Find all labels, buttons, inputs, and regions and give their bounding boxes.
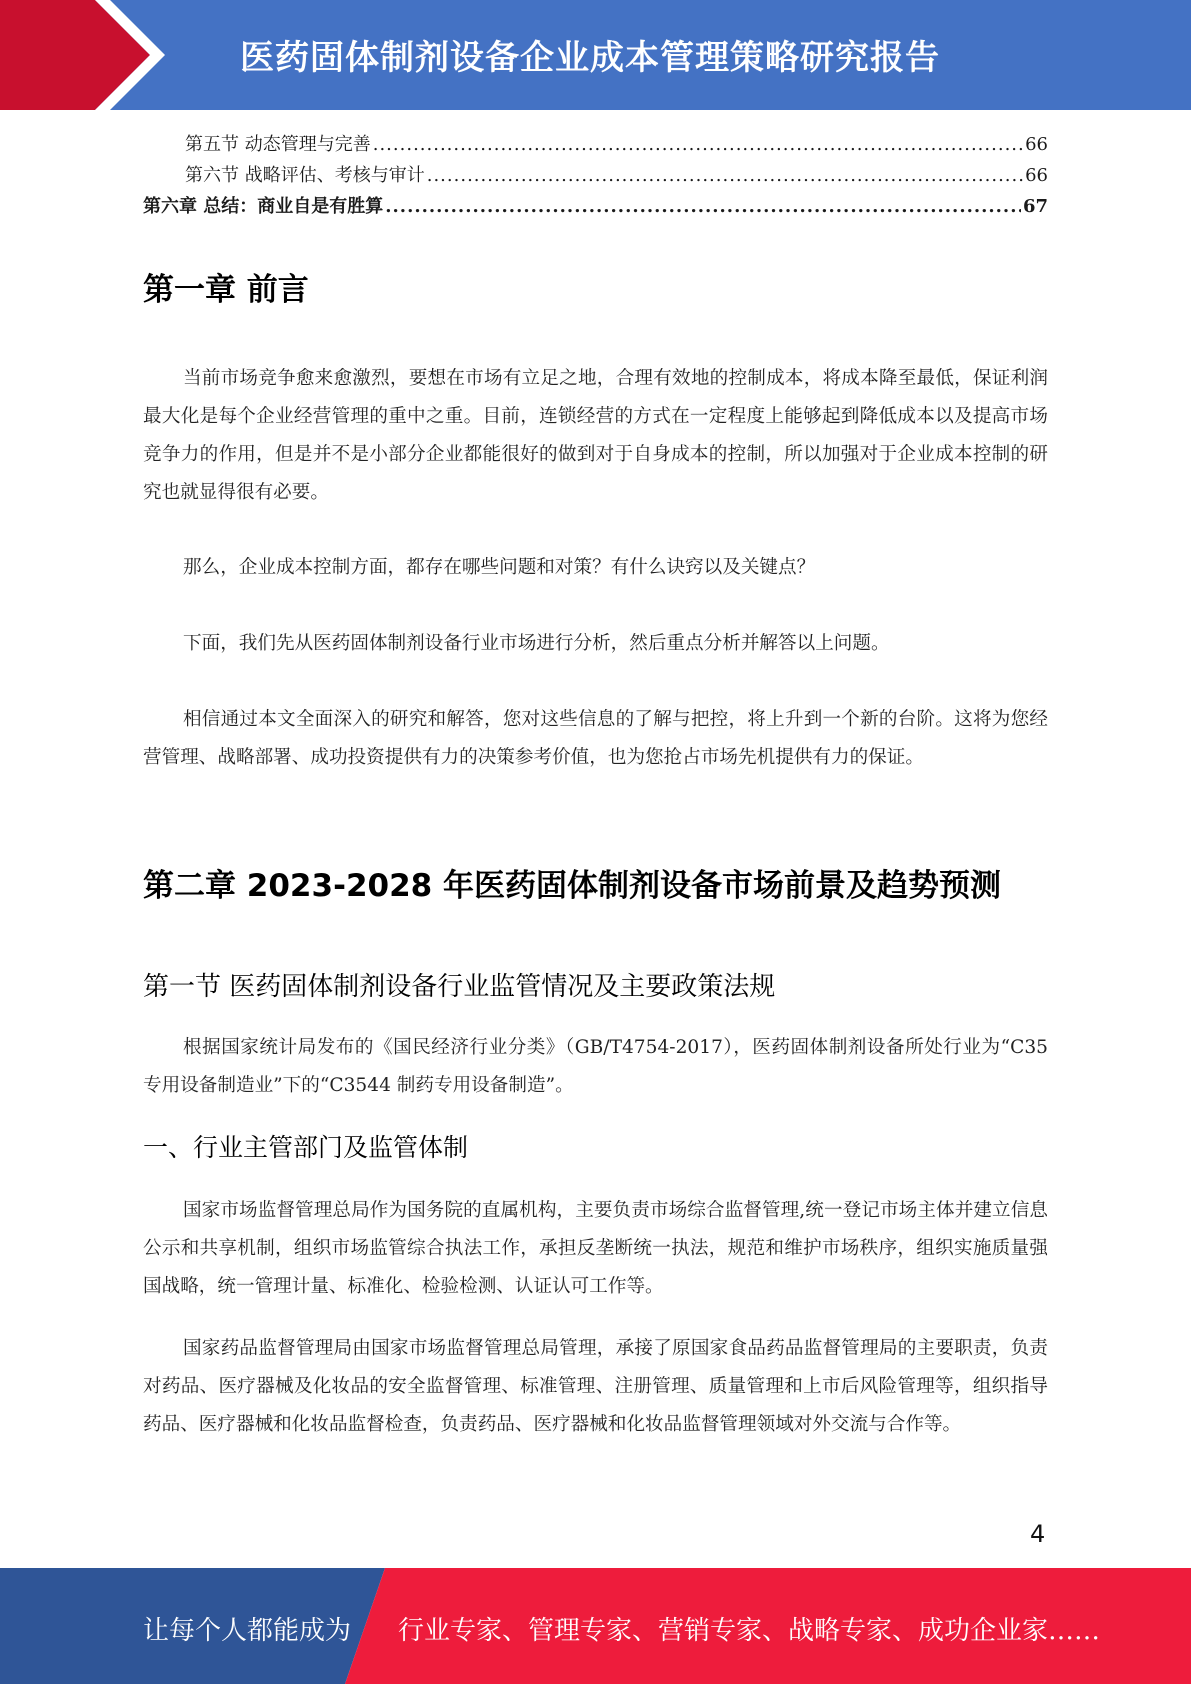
page-number: 4 [1030,1520,1046,1548]
toc-entry-label: 第六章 总结：商业自是有胜算 [143,196,384,217]
toc-entry-page: 66 [1025,134,1048,155]
paragraph: 下面，我们先从医药固体制剂设备行业市场进行分析，然后重点分析并解答以上问题。 [183,633,890,654]
toc-entry[interactable] [143,130,1048,161]
paragraph: 国家市场监督管理总局作为国务院的直属机构，主要负责市场综合监督管理,统一登记市场主体并建立信息公示和共享机制，组织市场监管综合执法工作，承担反垄断统一执法，规范和维护市场秩序，组织实施质量强国战略，统一管理计量、标准化、检验检测、认证认可工作等。 [143,1200,1048,1297]
paragraph: 相信通过本文全面深入的研究和解答，您对这些信息的了解与把控，将上升到一个新的台阶。这将为您经营管理、战略部署、成功投资提供有力的决策参考价值，也为您抢占市场先机提供有力的保证。 [143,709,1048,768]
chapter-2-heading: 第二章 2023-2028 年医药固体制剂设备市场前景及趋势预测 [143,868,1002,904]
paragraph: 那么，企业成本控制方面，都存在哪些问题和对策？有什么诀窍以及关键点？ [183,557,816,578]
paragraph: 国家药品监督管理局由国家市场监督管理总局管理，承接了原国家食品药品监督管理局的主要职责，负责对药品、医疗器械及化妆品的安全监督管理、标准管理、注册管理、质量管理和上市后风险管理等，组织指导药品、医疗器械和化妆品监督检查，负责药品、医疗器械和化妆品监督管理领域对外交流与合作等。 [143,1338,1048,1435]
toc-leader-dots [373,134,1023,155]
toc-entry-label: 第五节 动态管理与完善 [185,134,371,155]
paragraph: 当前市场竞争愈来愈激烈，要想在市场有立足之地，合理有效地的控制成本，将成本降至最低，保证利润最大化是每个企业经营管理的重中之重。目前，连锁经营的方式在一定程度上能够起到降低成本以及提高市场竞争力的作用，但是并不是小部分企业都能很好的做到对于自身成本的控制，所以加强对于企业成本控制的研究也就显得很有必要。 [143,368,1048,503]
table-of-contents [143,130,1048,223]
toc-entry-page: 67 [1022,196,1048,217]
footer-slogan-left: 让每个人都能成为 [143,1616,352,1646]
paragraph: 根据国家统计局发布的《国民经济行业分类》（GB/T4754-2017），医药固体制剂设备所处行业为“C35 专用设备制造业”下的“C3544 制药专用设备制造”。 [143,1037,1048,1096]
toc-entry-label: 第六节 战略评估、考核与审计 [185,165,425,186]
toc-leader-dots [427,165,1023,186]
footer-slogan-right: 行业专家、管理专家、营销专家、战略专家、成功企业家…… [398,1616,1101,1646]
toc-entry-chapter[interactable] [143,192,1048,223]
report-title: 医药固体制剂设备企业成本管理策略研究报告 [240,38,940,78]
report-footer [0,1568,1191,1684]
subsection-1-heading: 一、行业主管部门及监管体制 [143,1133,469,1162]
report-header [0,0,1191,110]
toc-leader-dots [385,196,1021,217]
toc-entry-page: 66 [1025,165,1048,186]
toc-entry[interactable] [143,161,1048,192]
chapter-1-heading: 第一章 前言 [143,272,309,308]
section-1-heading: 第一节 医药固体制剂设备行业监管情况及主要政策法规 [143,972,776,1002]
header-red-arrow [0,0,150,110]
